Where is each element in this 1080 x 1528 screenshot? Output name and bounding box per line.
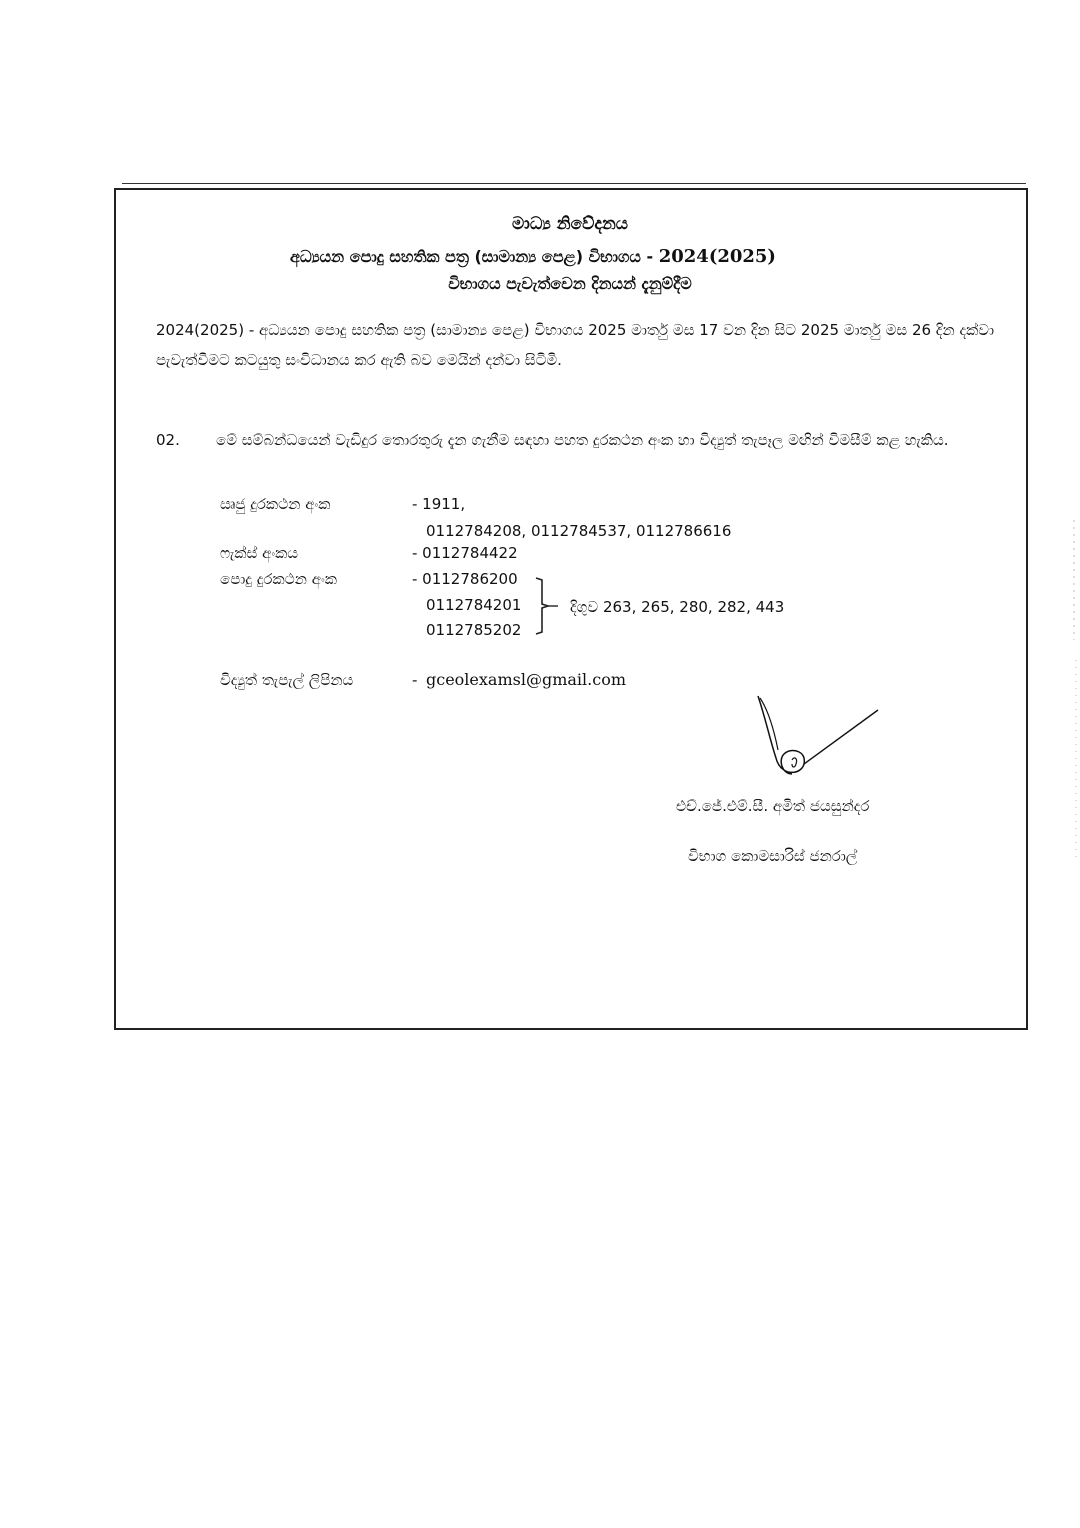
fax-value: - 0112784422: [412, 544, 518, 562]
box-top-line: [122, 183, 1026, 184]
fax-label: ෆැක්ස් අංකය: [220, 544, 299, 562]
paragraph-1: 2024(2025) - අධ්‍යයන පොදු සහතික පත්‍ර (සාමාන්‍ය පෙළ) විභාගය 2025 මාර්තු මස 17 වන දින සිට 2025 මාර්තු මස 26 දින දක්වා පැවැත්වීමට කටයුතු සංවිධානය කර ඇති බව මෙයින් දන්වා සිටිමි.: [156, 321, 994, 369]
signatory-name: එච්.ජේ.එම්.සී. අමිත් ජයසුන්දර: [676, 797, 870, 815]
paragraph-number: 02.: [156, 431, 180, 449]
email-address: gceolexamsl@gmail.com: [426, 670, 626, 689]
subtitle-year: 2024(2025): [658, 246, 776, 267]
paragraph-2: [156, 425, 994, 455]
general-phone-label: පොදු දුරකථන අංක: [220, 570, 337, 588]
notice-subject: විභාගය පැවැත්වෙන දිනයන් දැනුම්දීම: [448, 274, 692, 293]
paragraph-2-text: මේ සම්බන්ධයෙන් වැඩිදුර තොරතුරු දැන ගැනීම සඳහා පහත දුරකථන අංක හා විද්‍යුත් තැපෑල මඟින් විමසීම් කළ හැකිය.: [216, 431, 949, 449]
email-dash: -: [412, 671, 418, 689]
signature-mark: [748, 690, 888, 790]
hotline-label: ඍජු දුරකථන අංක: [220, 495, 331, 513]
hotline-value-2: 0112784208, 0112784537, 0112786616: [426, 522, 732, 540]
signatory-title: විභාග කොමසාරිස් ජනරාල්: [688, 847, 858, 865]
brace-icon: [534, 576, 564, 636]
subtitle-text: අධ්‍යයන පොදු සහතික පත්‍ර (සාමාන්‍ය පෙළ) විභාගය -: [290, 247, 654, 266]
hotline-value-1: - 1911,: [412, 495, 466, 513]
email-label: විද්‍යුත් තැපැල් ලිපිනය: [220, 671, 354, 689]
general-phone-2: 0112784201: [426, 596, 522, 614]
notice-subtitle: [290, 246, 870, 267]
general-phone-1: - 0112786200: [412, 570, 518, 588]
general-phone-3: 0112785202: [426, 621, 522, 639]
extension-numbers: දිගුව 263, 265, 280, 282, 443: [570, 598, 785, 616]
scan-edge-marks: [1062, 520, 1080, 860]
notice-title: මාධ්‍ය නිවේදනය: [512, 214, 628, 234]
